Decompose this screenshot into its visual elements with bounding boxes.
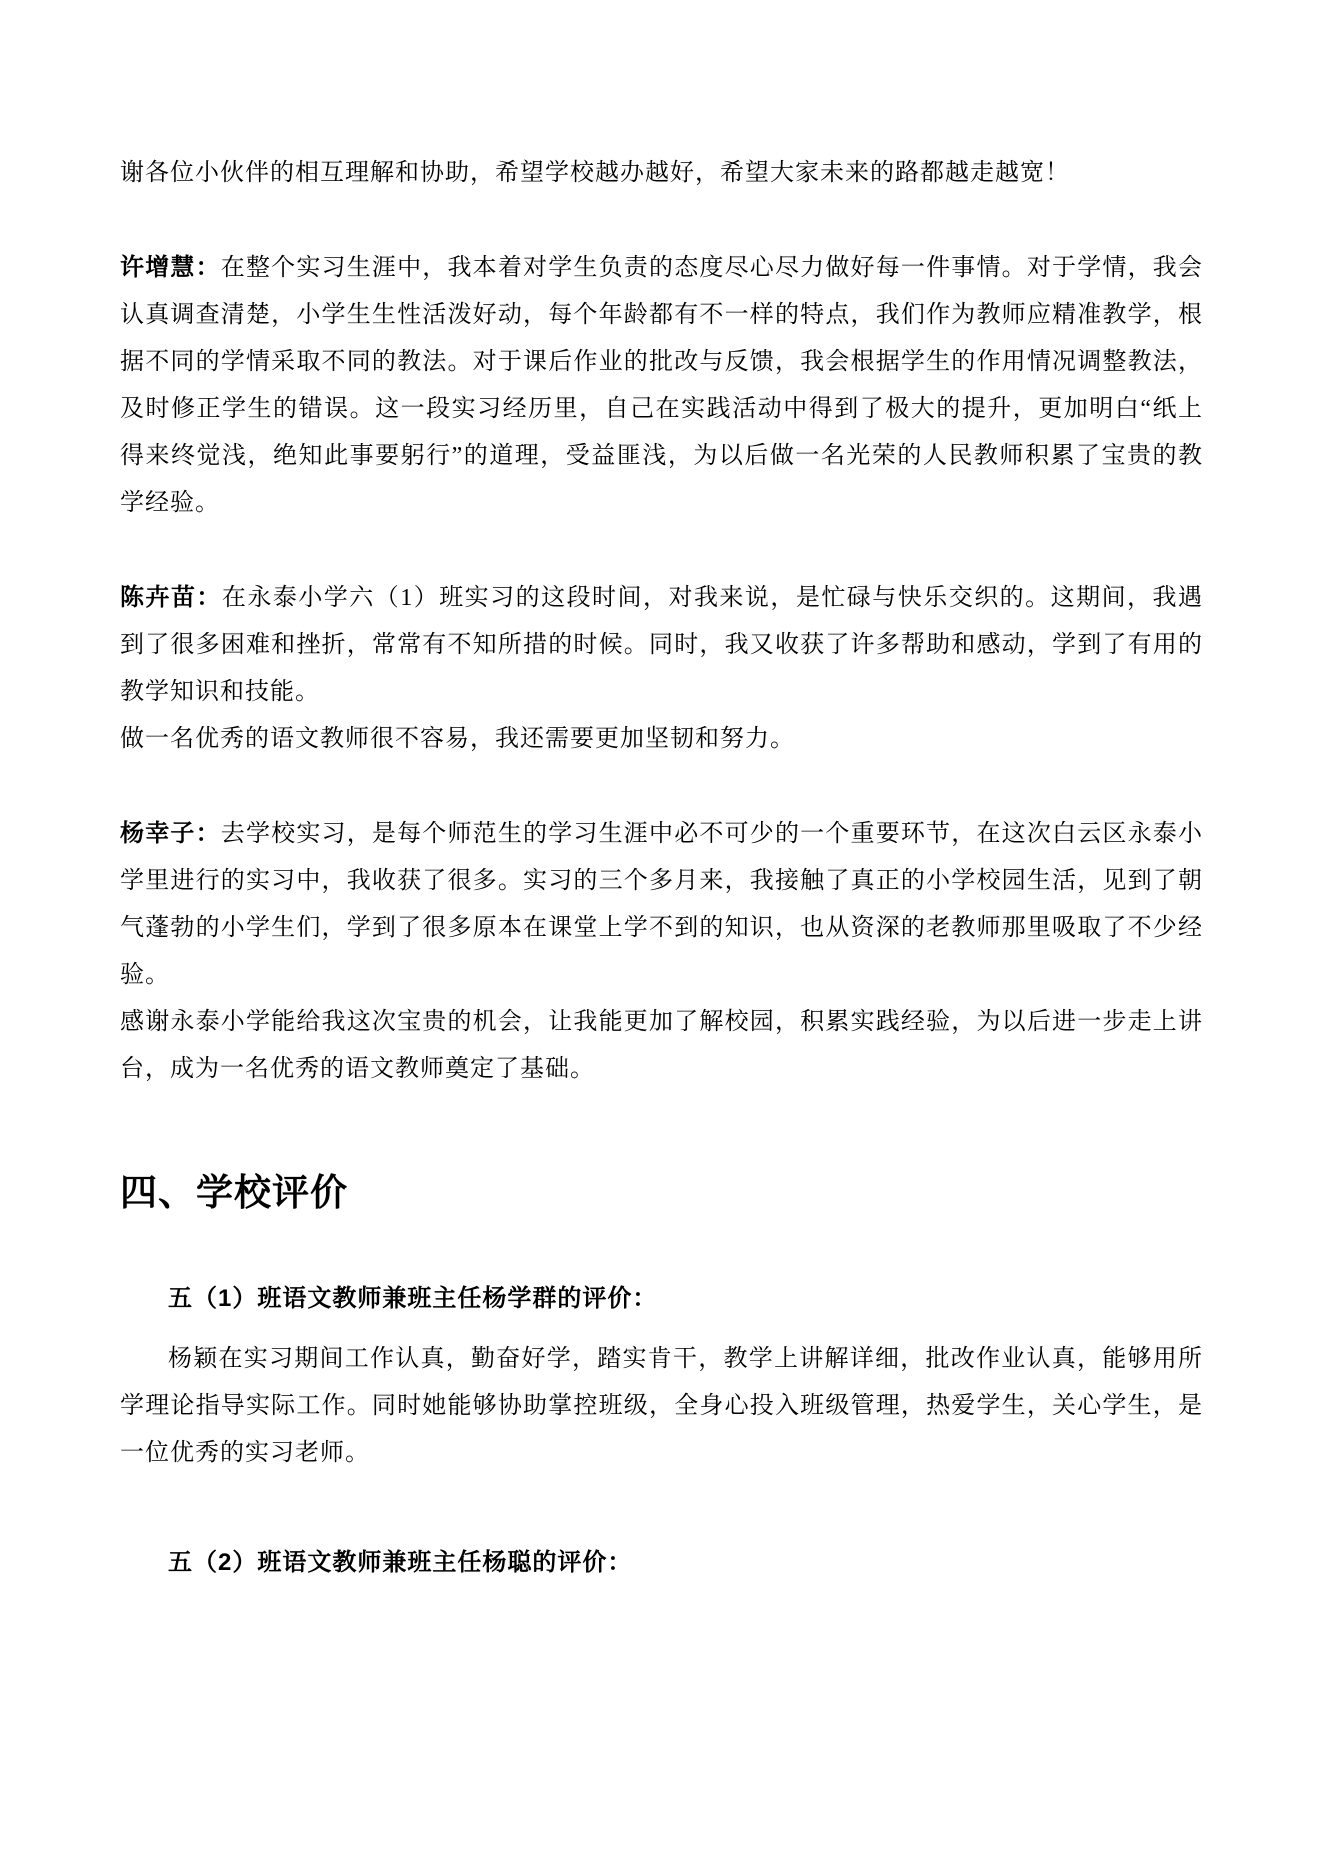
- reflection-paragraph: [120, 244, 1203, 527]
- speaker-name: 陈卉苗：: [120, 584, 222, 611]
- reflection-paragraph: [120, 810, 1203, 999]
- reflection-paragraph: 做一名优秀的语文教师很不容易，我还需要更加坚韧和努力。: [120, 726, 795, 752]
- section-heading-school-evaluation: 四、学校评价: [120, 1172, 348, 1213]
- reflection-text: 在整个实习生涯中，我本着对学生负责的态度尽心尽力做好每一件事情。对于学情，我会认真调查清楚，小学生生性活泼好动，每个年龄都有不一样的特点，我们作为教师应精准教学，根据不同的学情采取不同的教法。对于课后作业的批改与反馈，我会根据学生的作用情况调整教法，及时修正学生的错误。这一段实习经历里，自己在实践活动中得到了极大的提升，更加明白“纸上得来终觉浅，绝知此事要躬行”的道理，受益匪浅，为以后做一名光荣的人民教师积累了宝贵的教学经验。: [120, 255, 1204, 516]
- reflection-xuzenghui: [120, 244, 1203, 527]
- evaluation-heading: 五（1）班语文教师兼班主任杨学群的评价：: [168, 1285, 658, 1312]
- reflection-text: 去学校实习，是每个师范生的学习生涯中必不可少的一个重要环节，在这次白云区永泰小学里进行的实习中，我收获了很多。实习的三个多月来，我接触了真正的小学校园生活，见到了朝气蓬勃的小学生们，学到了很多原本在课堂上学不到的知识，也从资深的老教师那里吸取了不少经验。: [120, 821, 1204, 988]
- reflection-paragraph: 感谢永泰小学能给我这次宝贵的机会，让我能更加了解校园，积累实践经验，为以后进一步走上讲台，成为一名优秀的语文教师奠定了基础。: [120, 1009, 1203, 1082]
- reflection-chenhuimiao: [120, 574, 1203, 763]
- evaluation-heading: 五（2）班语文教师兼班主任杨聪的评价：: [168, 1549, 633, 1576]
- reflection-text: 在永泰小学六（1）班实习的这段时间，对我来说，是忙碌与快乐交织的。这期间，我遇到了很多困难和挫折，常常有不知所措的时候。同时，我又收获了许多帮助和感动，学到了有用的教学知识和技能。: [120, 585, 1203, 705]
- speaker-name: 许增慧：: [120, 254, 221, 281]
- reflection-paragraph: [120, 574, 1203, 716]
- intro-continuation-line: 谢各位小伙伴的相互理解和协助，希望学校越办越好，希望大家未来的路都越走越宽！: [120, 160, 1070, 186]
- evaluation-class-5-2: [120, 1539, 1203, 1586]
- evaluation-class-5-1: [120, 1275, 1203, 1477]
- speaker-name: 杨幸子：: [120, 820, 221, 847]
- evaluation-body: 杨颖在实习期间工作认真，勤奋好学，踏实肯干，教学上讲解详细，批改作业认真，能够用所学理论指导实际工作。同时她能够协助掌控班级，全身心投入班级管理，热爱学生，关心学生，是一位优秀的实习老师。: [120, 1346, 1203, 1466]
- reflection-yangxingzi: [120, 810, 1203, 1093]
